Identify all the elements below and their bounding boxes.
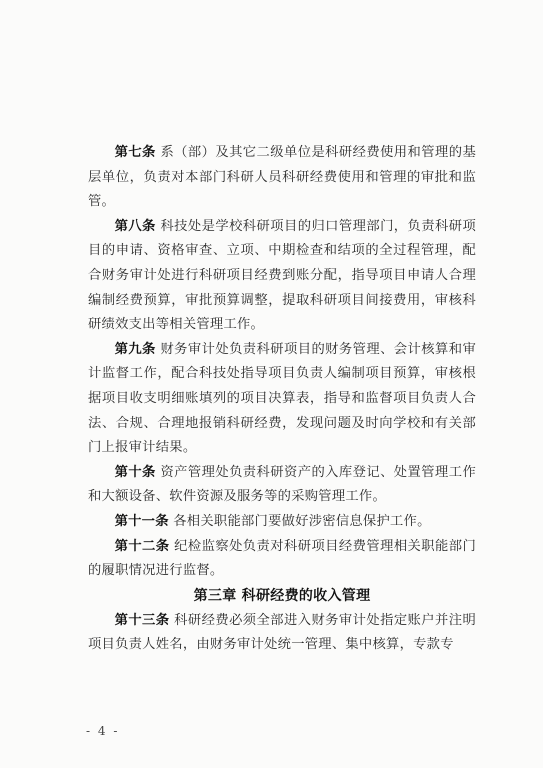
article-label: 第十二条 xyxy=(114,538,170,554)
article-12 xyxy=(88,535,476,584)
article-9 xyxy=(88,338,476,461)
article-13 xyxy=(88,609,476,658)
article-label: 第九条 xyxy=(114,341,156,357)
article-text: 各相关职能部门要做好涉密信息保护工作。 xyxy=(168,513,431,529)
article-text: 财务审计处负责科研项目的财务管理、会计核算和审计监督工作，配合科技处指导项目负责人编制项目预算，审核根据项目收支明细账填列的项目决算表，指导和监督项目负责人合法、合规、合理地报销科研经费，发现问题及时向学校和有关部门上报审计结果。 xyxy=(88,341,476,456)
article-label: 第十条 xyxy=(114,464,156,480)
article-label: 第十一条 xyxy=(114,513,169,529)
article-text: 资产管理处负责科研资产的入库登记、处置管理工作和大额设备、软件资源及服务等的采购管理工作。 xyxy=(88,464,476,505)
article-text: 纪检监察处负责对科研项目经费管理相关职能部门的履职情况进行监督。 xyxy=(88,538,477,579)
article-10 xyxy=(88,461,476,510)
article-7 xyxy=(88,141,476,215)
article-8 xyxy=(88,215,476,338)
article-label: 第十三条 xyxy=(114,612,170,628)
article-text: 科研经费必须全部进入财务审计处指定账户并注明项目负责人姓名，由财务审计处统一管理、集中核算，专款专 xyxy=(88,612,477,653)
article-text: 系（部）及其它二级单位是科研经费使用和管理的基层单位，负责对本部门科研人员科研经费使用和管理的审批和监管。 xyxy=(88,145,476,210)
document-body xyxy=(88,141,476,658)
article-11 xyxy=(88,510,476,535)
page-number: - 4 - xyxy=(86,724,120,738)
article-label: 第八条 xyxy=(114,218,156,234)
article-label: 第七条 xyxy=(114,145,156,160)
chapter-heading: 第三章 科研经费的收入管理 xyxy=(193,587,371,604)
article-text: 科技处是学校科研项目的归口管理部门，负责科研项目的申请、资格审查、立项、中期检查和结项的全过程管理，配合财务审计处进行科研项目经费到账分配，指导项目申请人合理编制经费预算，审批预算调整，提取科研项目间接费用，审核科研绩效支出等相关管理工作。 xyxy=(88,218,476,333)
